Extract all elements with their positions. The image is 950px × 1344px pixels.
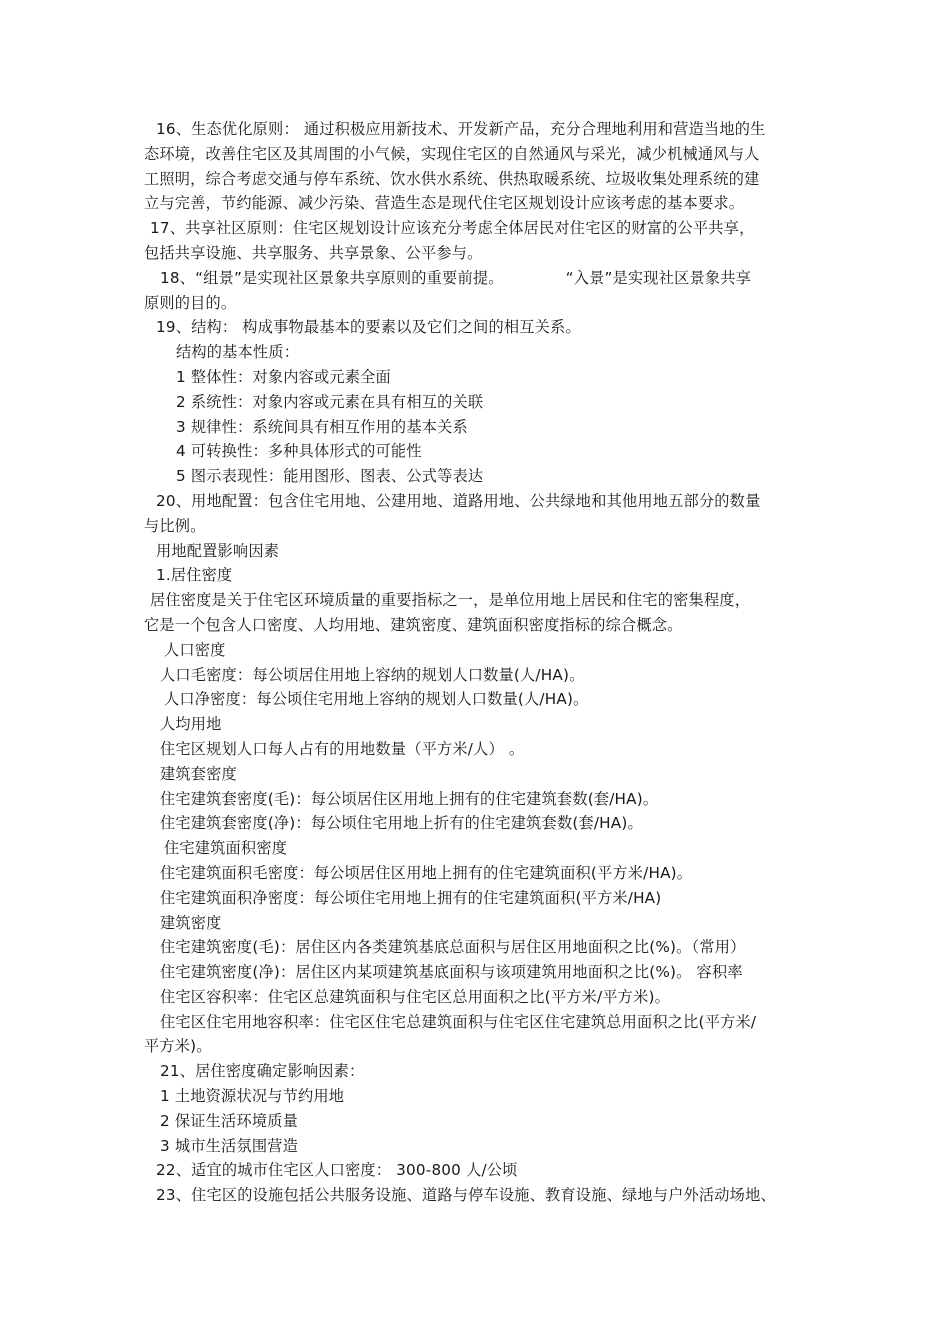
text-line: 建筑套密度 [160,764,237,783]
text-line: 住宅建筑面积净密度：每公顷住宅用地上拥有的住宅建筑面积(平方米/HA) [160,888,662,907]
text-line: 结构的基本性质： [176,343,300,362]
text-line: 用地配置影响因素 [156,541,280,560]
text-line: 包括共享设施、共享服务、共享景象、公平参与。 [144,243,483,262]
text-line: 住宅区规划人口每人占有的用地数量（平方米/人） 。 [160,739,525,758]
text-line: 住宅建筑套密度(净)：每公顷住宅用地上折有的住宅建筑套数(套/HA)。 [160,814,643,833]
text-line: 3 规律性：系统间具有相互作用的基本关系 [176,417,468,436]
text-line: 4 可转换性：多种具体形式的可能性 [176,442,422,461]
text-line: 立与完善，节约能源、减少污染、营造生态是现代住宅区规划设计应该考虑的基本要求。 [144,194,745,213]
document-page [144,117,812,1208]
text-line: 2 系统性：对象内容或元素在具有相互的关联 [176,392,484,411]
text-line: 16、生态优化原则： 通过积极应用新技术、开发新产品，充分合理地利用和营造当地的生 [156,120,766,138]
text-line: 21、居住密度确定影响因素： [160,1062,365,1081]
text-line: 17、共享社区原则：住宅区规划设计应该充分考虑全体居民对住宅区的财富的公平共享， [150,219,755,238]
text-line: 居住密度是关于住宅区环境质量的重要指标之一，是单位用地上居民和住宅的密集程度， [150,591,751,610]
text-line: 与比例。 [144,516,206,535]
text-line: 住宅建筑套密度(毛)：每公顷居住区用地上拥有的住宅建筑套数(套/HA)。 [160,789,659,808]
text-line: 人口净密度：每公顷住宅用地上容纳的规划人口数量(人/HA)。 [164,690,589,709]
text-line: 1 土地资源状况与节约用地 [160,1087,345,1106]
text-line: 工照明，综合考虑交通与停车系统、饮水供水系统、供热取暖系统、垃圾收集处理系统的建 [144,169,760,188]
text-line: 1.居住密度 [156,566,233,585]
text-line: 住宅建筑密度(净)：居住区内某项建筑基底面积与该项建筑用地面积之比(%)。 容积率 [160,963,743,982]
text-line: 2 保证生活环境质量 [160,1111,298,1130]
text-line: 它是一个包含人口密度、人均用地、建筑密度、建筑面积密度指标的综合概念。 [144,615,683,634]
text-line: 22、适宜的城市住宅区人口密度： 300-800 人/公顷 [156,1161,518,1180]
text-line: 5 图示表现性：能用图形、图表、公式等表达 [176,467,484,486]
text-line: 人口密度 [164,640,226,659]
text-line: 原则的目的。 [144,293,237,312]
text-line: 建筑密度 [160,913,222,932]
text-line: 20、用地配置：包含住宅用地、公建用地、道路用地、公共绿地和其他用地五部分的数量 [156,491,761,510]
text-line: 住宅建筑面积密度 [164,839,288,858]
text-segment: “入景”是实现社区景象共享 [565,268,752,287]
text-line: 态环境，改善住宅区及其周围的小气候，实现住宅区的自然通风与采光，减少机械通风与人 [144,144,760,163]
text-line: 19、结构： 构成事物最基本的要素以及它们之间的相互关系。 [156,318,581,337]
text-line [144,266,812,291]
text-line: 人口毛密度：每公顷居住用地上容纳的规划人口数量(人/HA)。 [160,665,585,684]
text-line: 住宅区住宅用地容积率：住宅区住宅总建筑面积与住宅区住宅建筑总用面积之比(平方米/ [160,1012,757,1031]
text-line: 平方米)。 [144,1037,212,1056]
text-line: 23、住宅区的设施包括公共服务设施、道路与停车设施、教育设施、绿地与户外活动场地、 [156,1186,776,1205]
text-line: 人均用地 [160,715,222,734]
text-line: 3 城市生活氛围营造 [160,1136,298,1155]
text-line: 住宅建筑面积毛密度：每公顷居住区用地上拥有的住宅建筑面积(平方米/HA)。 [160,863,693,882]
text-line: 住宅区容积率：住宅区总建筑面积与住宅区总用面积之比(平方米/平方米)。 [160,987,670,1006]
text-line: 1 整体性：对象内容或元素全面 [176,367,391,386]
text-segment: 18、“组景”是实现社区景象共享原则的重要前提。 [160,268,504,287]
text-line: 住宅建筑密度(毛)：居住区内各类建筑基底总面积与居住区用地面积之比(%)。（常用） [160,938,746,957]
